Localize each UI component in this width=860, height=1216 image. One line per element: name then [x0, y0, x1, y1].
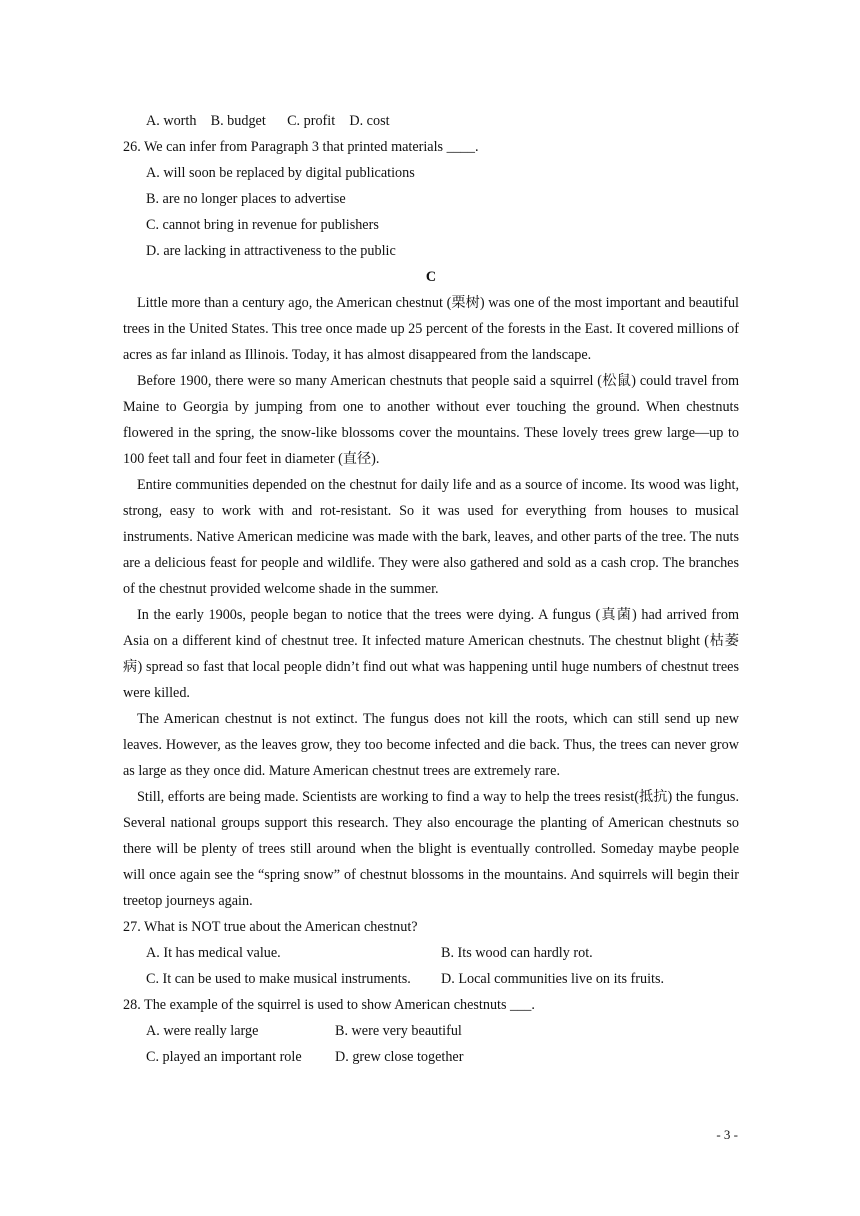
question-27-option-a: A. It has medical value.: [146, 945, 281, 961]
question-26-option-d: D. are lacking in attractiveness to the public: [146, 243, 396, 259]
question-27-option-c: C. It can be used to make musical instruments.: [146, 971, 411, 987]
question-26-option-b: B. are no longer places to advertise: [146, 191, 346, 207]
question-26-option-a: A. will soon be replaced by digital publications: [146, 165, 415, 181]
passage-paragraph-3: Entire communities depended on the chestnut for daily life and as a source of income. Its wood was light, strong, easy to work with and rot-resistant. So it was used for everything from houses to musical instruments. Native American medicine was made with the bark, leaves, and other parts of the tree. The nuts are a delicious feast for people and wildlife. They were also gathered and sold as a cash crop. The branches of the chestnut provided welcome shade in the summer.: [123, 477, 739, 597]
question-28-stem: 28. The example of the squirrel is used to show American chestnuts ___.: [123, 997, 535, 1013]
document-page: [123, 108, 739, 1070]
passage-paragraph-6: Still, efforts are being made. Scientists are working to find a way to help the trees resist(抵抗) the fungus. Several national groups support this research. They also encourage the planting of American chestnuts so there will be plenty of trees still around when the blight is eventually controlled. Someday maybe people will once again see the “spring snow” of chestnut blossoms in the mountains. And squirrels will begin their treetop journeys again.: [123, 789, 739, 909]
passage-paragraph-5: The American chestnut is not extinct. The fungus does not kill the roots, which can still send up new leaves. However, as the leaves grow, they too become infected and die back. Thus, the trees can never grow as large as they once did. Mature American chestnut trees are extremely rare.: [123, 711, 739, 779]
question-28-option-a: A. were really large: [146, 1023, 259, 1039]
question-28-options-row-2: [123, 1044, 739, 1070]
question-25-options: A. worth B. budget C. profit D. cost: [146, 113, 390, 129]
passage-paragraph-4: In the early 1900s, people began to notice that the trees were dying. A fungus (真菌) had arrived from Asia on a different kind of chestnut tree. It infected mature American chestnuts. The chestnut blight (枯萎病) spread so fast that local people didn’t find out what was happening until huge numbers of chestnut trees were killed.: [123, 607, 739, 701]
question-27-option-b: B. Its wood can hardly rot.: [441, 945, 593, 961]
question-27-options-row-1: [123, 940, 739, 966]
question-27-option-d: D. Local communities live on its fruits.: [441, 971, 665, 987]
passage-paragraph-1: Little more than a century ago, the American chestnut (栗树) was one of the most important and beautiful trees in the United States. This tree once made up 25 percent of the forests in the East. It covered millions of acres as far inland as Illinois. Today, it has almost disappeared from the landscape.: [123, 295, 739, 363]
question-28-option-b: B. were very beautiful: [335, 1023, 462, 1039]
passage-paragraph-2: Before 1900, there were so many American chestnuts that people said a squirrel (松鼠) could travel from Maine to Georgia by jumping from one to another without ever touching the ground. When chestnuts flowered in the spring, the snow-like blossoms cover the mountains. These lovely trees grew large—up to 100 feet tall and four feet in diameter (直径).: [123, 373, 739, 467]
page-number: - 3 -: [716, 1127, 738, 1142]
question-28-option-d: D. grew close together: [335, 1049, 464, 1065]
question-27-options-row-2: [123, 966, 739, 992]
question-26-option-c: C. cannot bring in revenue for publishers: [146, 217, 379, 233]
question-28-options-row-1: [123, 1018, 739, 1044]
section-heading: C: [425, 269, 437, 285]
question-26-stem: 26. We can infer from Paragraph 3 that printed materials ____.: [123, 139, 479, 155]
question-27-stem: 27. What is NOT true about the American chestnut?: [123, 919, 418, 935]
question-28-option-c: C. played an important role: [146, 1049, 302, 1065]
